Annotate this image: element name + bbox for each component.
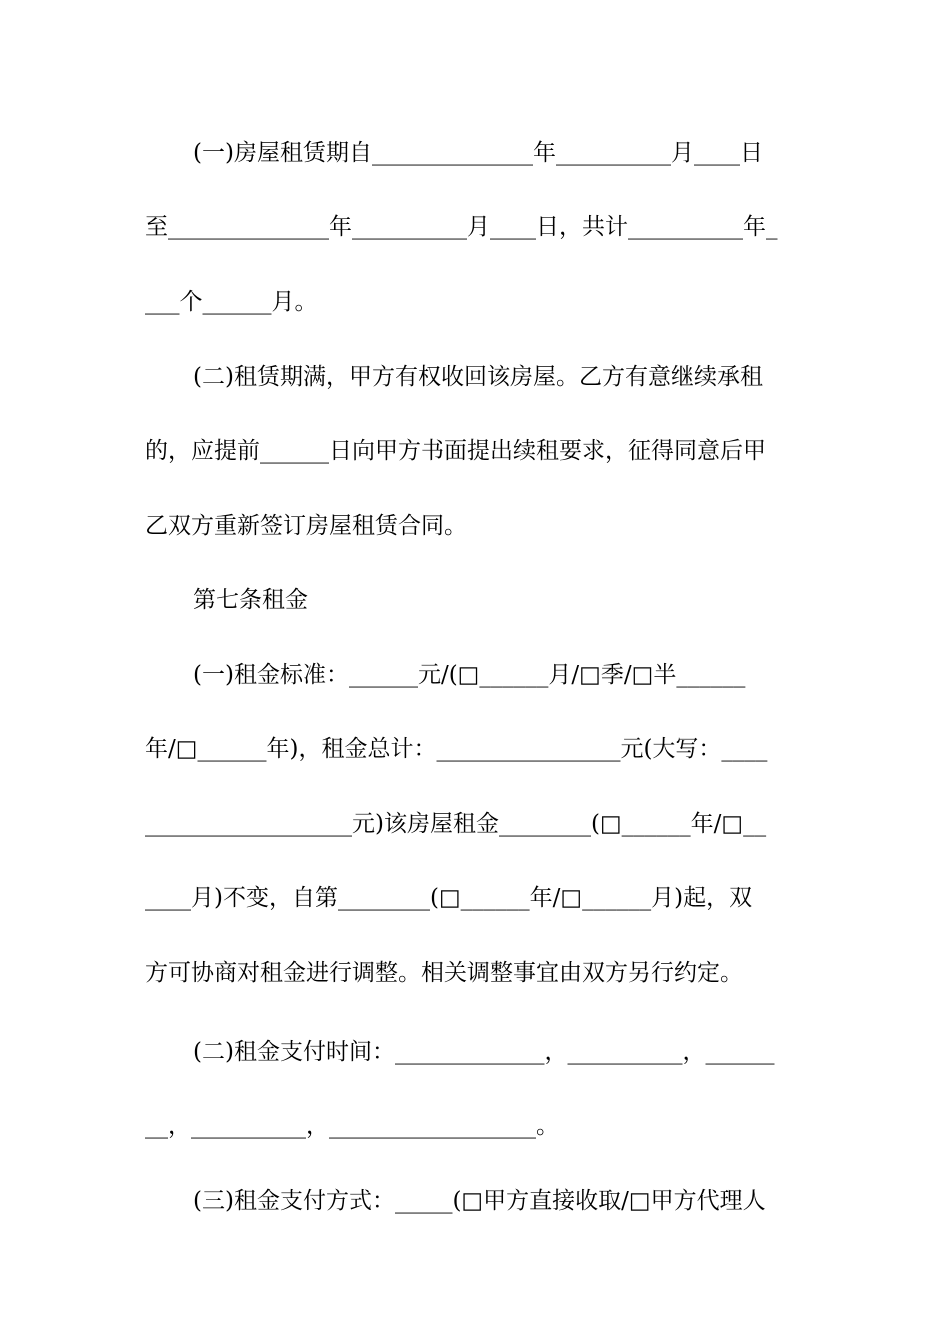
rent-payment-method-line: (三)租金支付方式：_____(□甲方直接收取/□甲方代理人	[193, 1188, 766, 1214]
rent-uppercase-line: __________________元)该房屋租金________(□______年/□__	[145, 811, 767, 837]
rent-total-line: 年/□______年)，租金总计：________________元(大写：____	[145, 736, 768, 762]
rent-payment-time-cont-line: __，__________，__________________。	[145, 1113, 559, 1139]
renewal-notice-line: 的，应提前______日向甲方书面提出续租要求，征得同意后甲	[145, 438, 766, 464]
rent-standard-line: (一)租金标准：______元/(□______月/□季/□半______	[193, 662, 746, 688]
lease-term-end-line: 至______________年__________月____日，共计__________年_	[145, 214, 778, 240]
article-seven-heading: 第七条租金	[193, 587, 308, 613]
lease-term-start-line: (一)房屋租赁期自______________年__________月____日	[193, 140, 763, 166]
rent-negotiation-line: 方可协商对租金进行调整。相关调整事宜由双方另行约定。	[145, 960, 743, 986]
rent-adjust-line: ____月)不变，自第________(□______年/□______月)起，双	[145, 885, 753, 911]
renewal-contract-line: 乙双方重新签订房屋租赁合同。	[145, 513, 467, 539]
lease-term-total-line: ___个______月。	[145, 289, 318, 315]
lease-expiry-line: (二)租赁期满，甲方有权收回该房屋。乙方有意继续承租	[193, 364, 763, 390]
rent-payment-time-line: (二)租金支付时间：_____________，__________，______	[193, 1039, 775, 1065]
